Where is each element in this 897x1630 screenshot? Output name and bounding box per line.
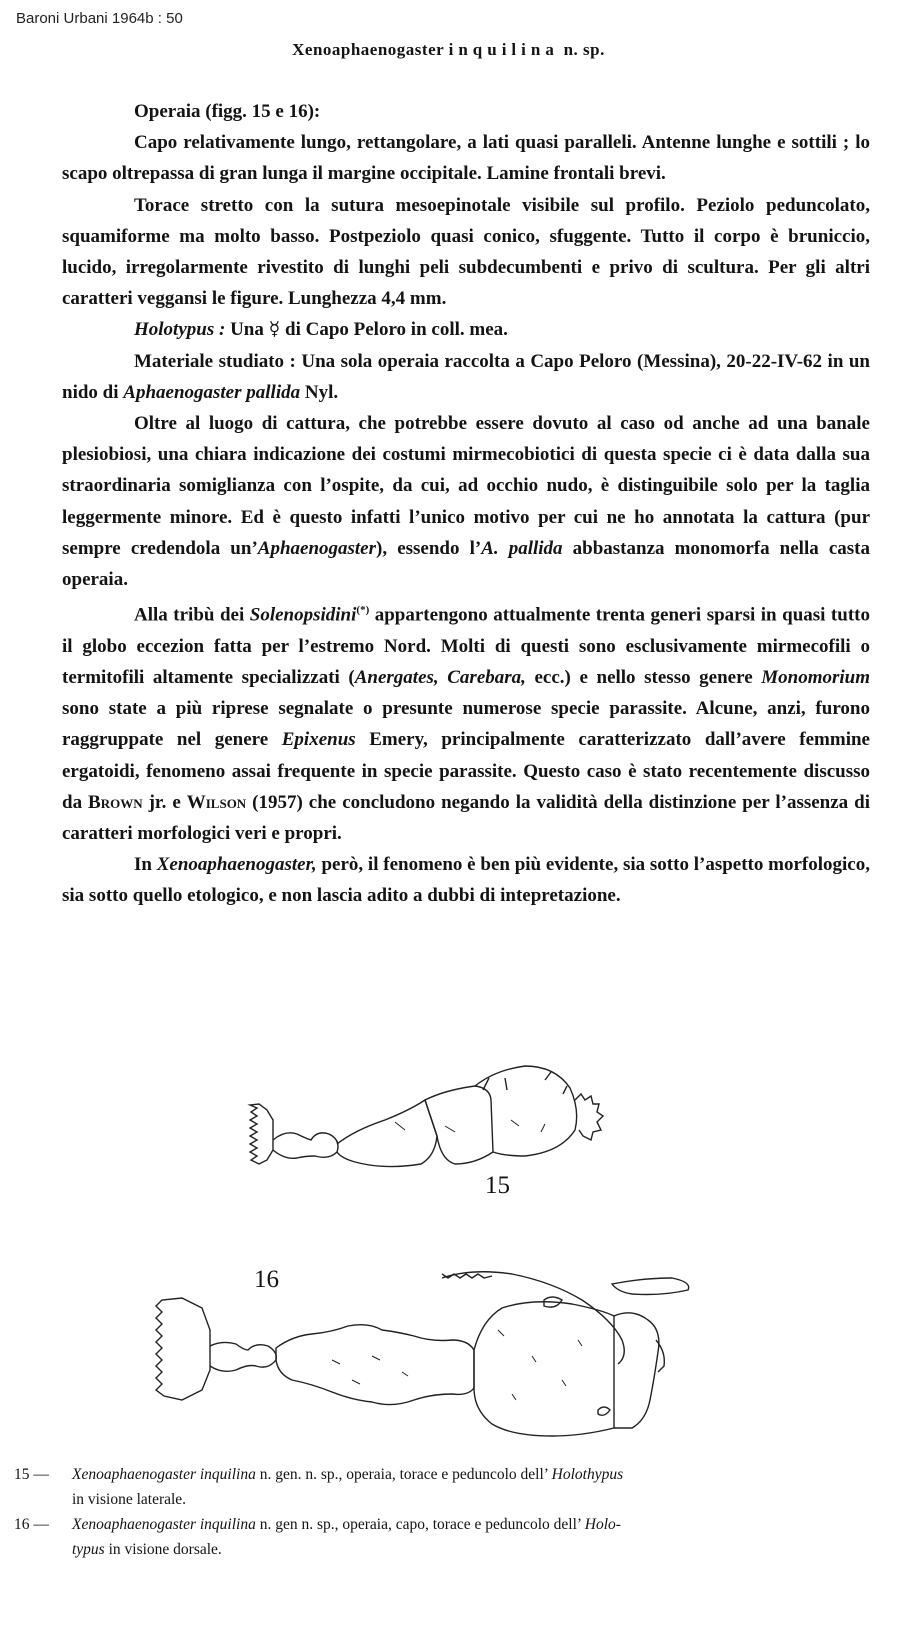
figure-16-dorsal-drawing: [152, 1260, 697, 1445]
caption-16-species: Xenoaphaenogaster inquilina: [72, 1516, 256, 1533]
tribe-text-a: Alla tribù dei: [134, 604, 250, 626]
paragraph-material: [62, 346, 870, 408]
tribe-text-b: appartengono attualmente trenta generi sparsi in quasi tutto il globo eccezion fatta per l’estremo Nord. Molti di questi sono esclusivamente mirmecofili o termitofili altamente specializzati (: [62, 604, 870, 688]
figure-16-caption: [14, 1512, 874, 1562]
host-author: Nyl.: [304, 381, 339, 403]
capture-genus: Aphaenogaster: [257, 537, 377, 559]
holotype-label: Holotypus :: [134, 319, 226, 341]
caption-15-holotype: Holothypus: [551, 1466, 624, 1483]
capture-text-a: Oltre al luogo di cattura, che potrebbe essere dovuto al caso od anche ad una banale plesiobiosi, una chiara indicazione dei costumi mirmecobiotici di questa specie ci è data dalla sua straordinaria somiglianza con l’ospite, da cui, ad occhio nudo, è distinguibile solo per la taglia leggermente minore. Ed è questo infatti l’unico motivo per cui ne ho annotata la cattura (pur sempre credendola un’: [62, 413, 870, 559]
capture-text-c: abbastanza monomorfa nella casta operaia.: [62, 537, 870, 591]
page-reference: Baroni Urbani 1964b : 50: [16, 10, 183, 27]
paragraph-holotype: [62, 314, 870, 345]
species-name: inquilina: [448, 40, 559, 59]
tribe-text-c: ecc.) e nello stesso genere: [525, 666, 762, 688]
caption-16-continuation: in visione dorsale.: [104, 1541, 222, 1558]
species-heading: [0, 40, 897, 60]
body-text: [62, 96, 870, 912]
host-species: Aphaenogaster pallida: [123, 381, 301, 403]
conclusion-genus: Xenoaphaenogaster,: [156, 854, 317, 876]
tribe-text-e: Emery, principalmente caratterizzato dall’avere femmine ergatoidi, fenomeno assai frequente in specie parassite. Questo caso è stato recentemente discusso da: [62, 729, 870, 813]
new-species-marker: n. sp.: [563, 40, 605, 59]
footnote-marker: (*): [356, 604, 370, 617]
holotype-text: Una ☿ di Capo Peloro in coll. mea.: [230, 319, 508, 341]
caption-16-number: 16 —: [14, 1516, 49, 1533]
caption-15-continuation: in visione laterale.: [72, 1491, 187, 1508]
caption-16-holotype-a: Holo-: [584, 1516, 621, 1533]
tribe-text-f: jr. e: [142, 791, 187, 813]
genus-name: Xenoaphaenogaster: [292, 40, 444, 59]
paragraph-conclusion: [62, 849, 870, 911]
material-text: Materiale studiato : Una sola operaia raccolta a Capo Peloro (Messina), 20-22-IV-62 in un nido di: [62, 350, 870, 403]
capture-text-b: ), essendo l’: [376, 537, 482, 559]
figure-15-label: 15: [485, 1172, 510, 1199]
tribe-text-g: (1957) che concludono negando la validità della distinzione per l’assenza di caratteri morfologici veri e propri.: [62, 791, 870, 844]
caption-15-number: 15 —: [14, 1466, 49, 1483]
genus-monomorium: Monomorium: [761, 666, 870, 688]
caption-15-text: n. gen. n. sp., operaia, torace e peduncolo dell’: [255, 1466, 552, 1483]
figure-15-caption: [14, 1462, 874, 1512]
conclusion-text-b: però, il fenomeno è ben più evidente, sia sotto l’aspetto morfologico, sia sotto quello etologico, e non lascia adito a dubbi di intepretazione.: [62, 854, 870, 907]
tribe-name: Solenopsidini: [249, 604, 357, 626]
caption-15-species: Xenoaphaenogaster inquilina: [72, 1466, 256, 1483]
paragraph-thorax: Torace stretto con la sutura mesoepinotale visibile sul profilo. Peziolo peduncolato, squamiforme ma molto basso. Postpeziolo quasi conico, sfuggente. Tutto il corpo è bruniccio, lucido, irregolarmente rivestito di lunghi peli subdecumbenti e privo di scultura. Per gli altri caratteri veggansi le figure. Lunghezza 4,4 mm.: [62, 194, 870, 310]
paragraph-capture: [62, 408, 870, 595]
genera-examples: Anergates, Carebara,: [354, 666, 526, 688]
figure-16-label: 16: [254, 1266, 279, 1293]
author-wilson: Wilson: [186, 791, 247, 813]
tribe-text-d: sono state a più riprese segnalate o presunte numerose specie parassite. Alcune, anzi, furono raggruppate nel genere: [62, 698, 870, 751]
paragraph-worker-lead: Operaia (figg. 15 e 16):: [134, 101, 321, 122]
genus-epixenus: Epixenus: [281, 729, 356, 751]
paragraph-tribe: [62, 595, 870, 849]
author-brown: Brown: [88, 791, 143, 813]
caption-16-holotype-b: typus: [72, 1541, 105, 1558]
conclusion-text-a: In: [134, 854, 157, 876]
figure-15-lateral-drawing: [245, 1060, 615, 1180]
paragraph-head: Capo relativamente lungo, rettangolare, a lati quasi paralleli. Antenne lunghe e sottili ; lo scapo oltrepassa di gran lunga il margine occipitale. Lamine frontali brevi.: [62, 132, 870, 185]
caption-16-text: n. gen n. sp., operaia, capo, torace e peduncolo dell’: [255, 1516, 585, 1533]
capture-species: A. pallida: [481, 537, 563, 559]
